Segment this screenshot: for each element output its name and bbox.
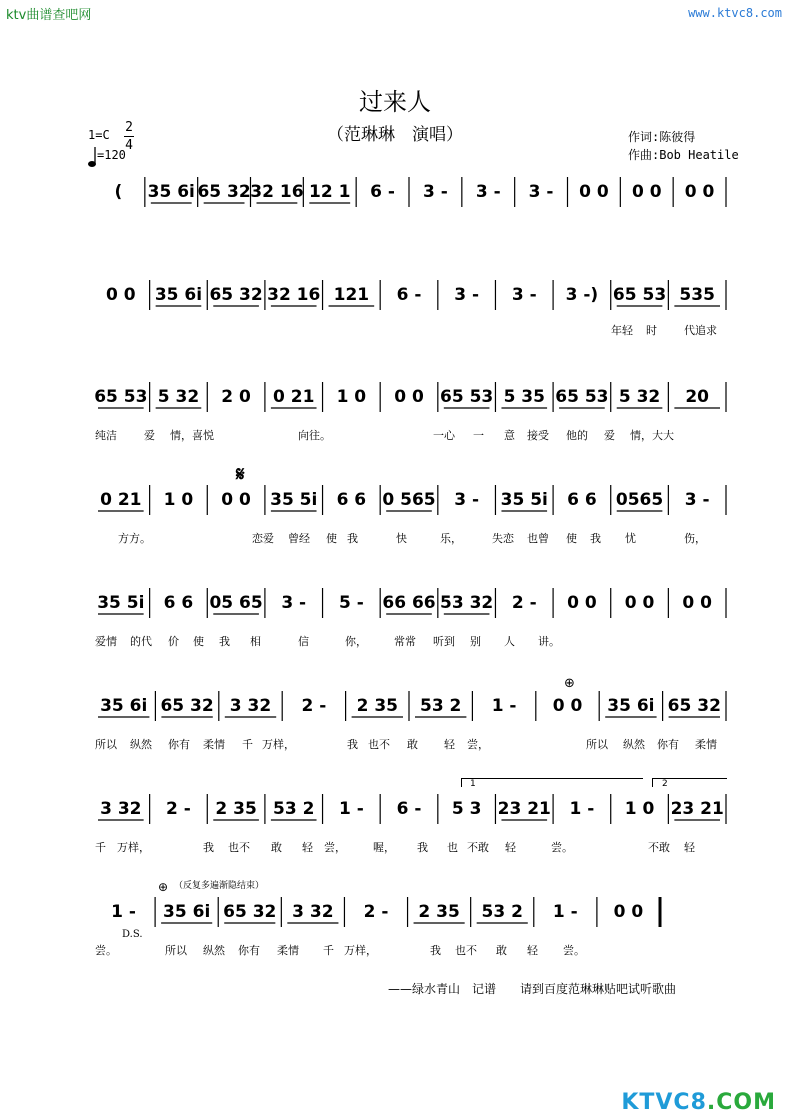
measure-notes: 1 - (338, 799, 364, 819)
measure-notes: 0565 (615, 490, 664, 510)
measure-notes: 1 - (111, 902, 136, 922)
lyric: 纵然 (130, 738, 152, 751)
measure-notes: 35 5i (97, 593, 145, 613)
lyric: 使 (193, 635, 204, 648)
measure-notes: 1 0 (336, 387, 367, 407)
measure-notes: 65 32 (209, 285, 263, 305)
lyric: 价 (168, 635, 179, 648)
measure-notes: 2 35 (215, 799, 257, 819)
staff-row-3 (0, 380, 790, 420)
measure-notes: 32 16 (267, 285, 321, 305)
measure-notes: 65 53 (94, 387, 148, 407)
lyric: 信 (298, 635, 309, 648)
lyric: 我 (417, 841, 428, 854)
lyric: 我 (347, 738, 358, 751)
measure-notes: 53 32 (440, 593, 494, 613)
coda-icon: ⊕ (564, 676, 575, 691)
measure-notes: 65 32 (223, 902, 277, 922)
measure-notes: 65 53 (555, 387, 609, 407)
measure-notes: 35 6i (100, 696, 148, 716)
lyric: 爱 (604, 429, 615, 442)
ending-number-1: 1 (470, 779, 476, 789)
lyric: 听到 (433, 635, 455, 648)
time-bottom: 4 (125, 138, 133, 153)
lyric: 他的 (566, 429, 588, 442)
measure-notes: 0 0 (624, 593, 655, 613)
lyric: 千 (242, 738, 253, 751)
listen-note: 请到百度范琳琳贴吧试听歌曲 (520, 982, 677, 996)
measure-notes: 65 32 (160, 696, 214, 716)
measure-notes: 5 32 (157, 387, 200, 407)
lyric: 也曾 (527, 532, 549, 545)
measure-notes: 0 0 (567, 593, 597, 613)
measure-notes: 3 32 (229, 696, 272, 716)
ds-marking: D.S. (122, 929, 143, 940)
lyric: 接受 (527, 429, 549, 442)
watermark-right[interactable]: www.ktvc8.com (688, 6, 782, 20)
logo-tld: .COM (706, 1090, 776, 1115)
measure-notes: 6 - (396, 285, 422, 305)
measure-notes: 1 - (491, 696, 517, 716)
staff-row-4 (0, 483, 790, 523)
lyric: 你有 (168, 738, 190, 751)
measure-notes: 3 32 (292, 902, 334, 922)
measure-notes: 3 -) (565, 285, 599, 305)
measure-notes: 6 6 (163, 593, 194, 613)
lyric: 情，大大 (630, 429, 674, 442)
measure-notes: 35 6i (154, 285, 203, 305)
lyric: 时 (646, 324, 657, 337)
staff-row-8 (0, 895, 790, 935)
lyric: 轻 (505, 841, 516, 854)
measure-notes: 23 21 (670, 799, 724, 819)
measure-notes: 5 3 (451, 799, 482, 819)
lyric: 我 (203, 841, 214, 854)
measure-notes: ( (114, 182, 123, 202)
measure-notes: 6 - (370, 182, 395, 202)
lyric: 失恋 (492, 532, 514, 545)
lyric: 尝， (467, 738, 489, 751)
lyric: 千 (95, 841, 106, 854)
lyric: 你有 (657, 738, 679, 751)
lyric: 一 (473, 429, 484, 442)
measure-notes: 05 65 (209, 593, 263, 613)
measure-notes: 32 16 (250, 182, 304, 202)
composer: 作曲:Bob Heatile (628, 148, 739, 162)
lyric: 尝。 (563, 944, 585, 957)
measure-notes: 1 - (569, 799, 595, 819)
staff-row-1-measures (0, 175, 790, 215)
coda-icon: ⊕ (158, 880, 169, 894)
lyric: 年轻 (611, 324, 633, 337)
lyric: 我 (219, 635, 230, 648)
logo-main: KTVC8 (621, 1090, 707, 1115)
measure-notes: 1 - (552, 902, 578, 922)
lyric: 人 (504, 635, 515, 648)
lyric: 我 (347, 532, 358, 545)
site-logo[interactable] (621, 1090, 776, 1115)
measure-notes: 3 - (454, 285, 480, 305)
measure-notes: 3 - (511, 285, 537, 305)
lyric: 所以 (95, 738, 117, 751)
measure-notes: 65 32 (667, 696, 721, 716)
measure-notes: 3 32 (100, 799, 142, 819)
lyric: 千 (323, 944, 334, 957)
measure-notes: 2 - (363, 902, 389, 922)
measure-notes: 35 6i (163, 902, 211, 922)
lyric: 敢 (271, 841, 282, 854)
measure-notes: 23 21 (497, 799, 551, 819)
staff-row-5 (0, 586, 790, 626)
lyric: 万样， (344, 944, 377, 957)
measure-notes: 53 2 (419, 696, 462, 716)
quarter-note-icon (88, 146, 97, 168)
lyric: 纵然 (203, 944, 225, 957)
measure-notes: 3 - (423, 182, 448, 202)
lyric: 尝， (324, 841, 346, 854)
measure-notes: 121 (333, 285, 370, 305)
lyric: 爱 (144, 429, 155, 442)
lyric: 纵然 (623, 738, 645, 751)
time-top: 2 (125, 120, 133, 135)
measure-notes: 3 - (454, 490, 480, 510)
measure-notes: 1 0 (624, 799, 655, 819)
lyric: 方方。 (118, 532, 151, 545)
lyric: 轻 (684, 841, 695, 854)
lyric: 也不 (368, 738, 390, 751)
lyric: 伤， (684, 532, 706, 545)
staff-row-7 (0, 792, 790, 832)
lyric: 忧 (625, 532, 636, 545)
staff-row-2 (0, 278, 790, 318)
measure-notes: 2 - (301, 696, 327, 716)
lyric: 尝。 (551, 841, 573, 854)
measure-notes: 5 - (338, 593, 364, 613)
watermark-left[interactable]: ktv曲谱查吧网 (6, 8, 92, 23)
measure-notes: 0 0 (552, 696, 583, 716)
tempo: =120 (97, 148, 126, 162)
measure-notes: 5 32 (618, 387, 661, 407)
lyric: 使 (566, 532, 577, 545)
measure-notes: 35 5i (270, 490, 318, 510)
measure-notes: 0 0 (106, 285, 136, 305)
measure-notes: 12 1 (309, 182, 351, 202)
measure-notes: 0 0 (221, 490, 251, 510)
fade-instruction: （反复多遍渐隐结束） (174, 881, 265, 891)
lyric: 纯洁 (95, 429, 117, 442)
lyric: 向往。 (298, 429, 331, 442)
lyric: 尝。 (95, 944, 117, 957)
measure-notes: 2 35 (356, 696, 399, 716)
measure-notes: 2 - (166, 799, 191, 819)
measure-notes: 65 53 (440, 387, 494, 407)
lyric: 敢 (496, 944, 507, 957)
lyric: 我 (590, 532, 601, 545)
lyric: 不敢 (467, 841, 489, 854)
lyric: 的代 (130, 635, 152, 648)
staff-row-1 (0, 175, 790, 215)
measure-notes: 2 0 (221, 387, 251, 407)
measure-notes: 0 0 (631, 182, 662, 202)
measure-notes: 5 35 (503, 387, 545, 407)
lyric: 曾经 (288, 532, 310, 545)
lyricist: 作词:陈彼得 (628, 130, 696, 144)
song-title: 过来人 (359, 88, 431, 116)
transcriber-credit: ——绿水青山 记谱 (388, 982, 497, 996)
measure-notes: 0 21 (100, 490, 142, 510)
lyric: 一心 (433, 429, 455, 442)
measure-notes: 65 32 (197, 182, 251, 202)
lyric: 轻 (444, 738, 455, 751)
staff-row-6 (0, 689, 790, 729)
lyric: 万样， (117, 841, 150, 854)
lyric: 轻 (527, 944, 538, 957)
ending-number-2: 2 (662, 779, 668, 789)
time-divider (124, 136, 134, 137)
measure-notes: 35 6i (607, 696, 655, 716)
lyric: 不敢 (648, 841, 670, 854)
measure-notes: 0 21 (273, 387, 315, 407)
measure-notes: 0 0 (613, 902, 644, 922)
measure-notes: 0 0 (684, 182, 715, 202)
measure-notes: 65 53 (612, 285, 667, 305)
lyric: 常常 (394, 635, 416, 648)
measure-notes: 6 6 (336, 490, 367, 510)
lyric: 也不 (455, 944, 477, 957)
lyric: 情，喜悦 (170, 429, 214, 442)
measure-notes: 6 - (396, 799, 422, 819)
lyric: 喔， (373, 841, 395, 854)
segno-icon: 𝄋 (236, 462, 245, 486)
measure-notes: 535 (679, 285, 715, 305)
measure-notes: 3 - (684, 490, 710, 510)
lyric: 爱情 (95, 635, 117, 648)
lyric: 柔情 (277, 944, 299, 957)
lyric: 代追求 (684, 324, 717, 337)
measure-notes: 3 - (528, 182, 554, 202)
measure-notes: 0 0 (579, 182, 609, 202)
measure-notes: 3 - (475, 182, 501, 202)
measure-notes: 53 2 (273, 799, 315, 819)
measure-notes: 66 66 (382, 593, 436, 613)
measure-notes: 3 - (281, 593, 307, 613)
lyric: 讲。 (538, 635, 560, 648)
lyric: 相 (250, 635, 261, 648)
lyric: 所以 (586, 738, 608, 751)
lyric: 轻 (302, 841, 313, 854)
measure-notes: 35 5i (500, 490, 548, 510)
lyric: 柔情 (695, 738, 717, 751)
measure-notes: 2 35 (418, 902, 460, 922)
lyric: 别 (470, 635, 481, 648)
ending-bracket-1 (461, 778, 643, 787)
key-signature: 1=C (88, 128, 110, 142)
measure-notes: 0 565 (382, 490, 436, 510)
lyric: 乐， (440, 532, 462, 545)
measure-notes: 35 6i (147, 182, 195, 202)
lyric: 也不 (228, 841, 250, 854)
lyric: 敢 (407, 738, 418, 751)
lyric: 万样， (262, 738, 295, 751)
lyric: 也 (447, 841, 458, 854)
song-subtitle: （范琳琳 演唱） (327, 125, 463, 145)
lyric: 我 (430, 944, 441, 957)
measure-notes: 0 0 (682, 593, 712, 613)
lyric: 快 (396, 532, 407, 545)
lyric: 柔情 (203, 738, 225, 751)
measure-notes: 6 6 (567, 490, 597, 510)
lyric: 使 (326, 532, 337, 545)
measure-notes: 2 - (511, 593, 537, 613)
measure-notes: 53 2 (481, 902, 523, 922)
measure-notes: 0 0 (394, 387, 424, 407)
measure-notes: 20 (685, 387, 710, 407)
measure-notes: 1 0 (163, 490, 194, 510)
lyric: 恋爱 (252, 532, 274, 545)
lyric: 你有 (238, 944, 260, 957)
lyric: 意 (504, 429, 515, 442)
lyric: 你， (345, 635, 367, 648)
lyric: 所以 (165, 944, 187, 957)
